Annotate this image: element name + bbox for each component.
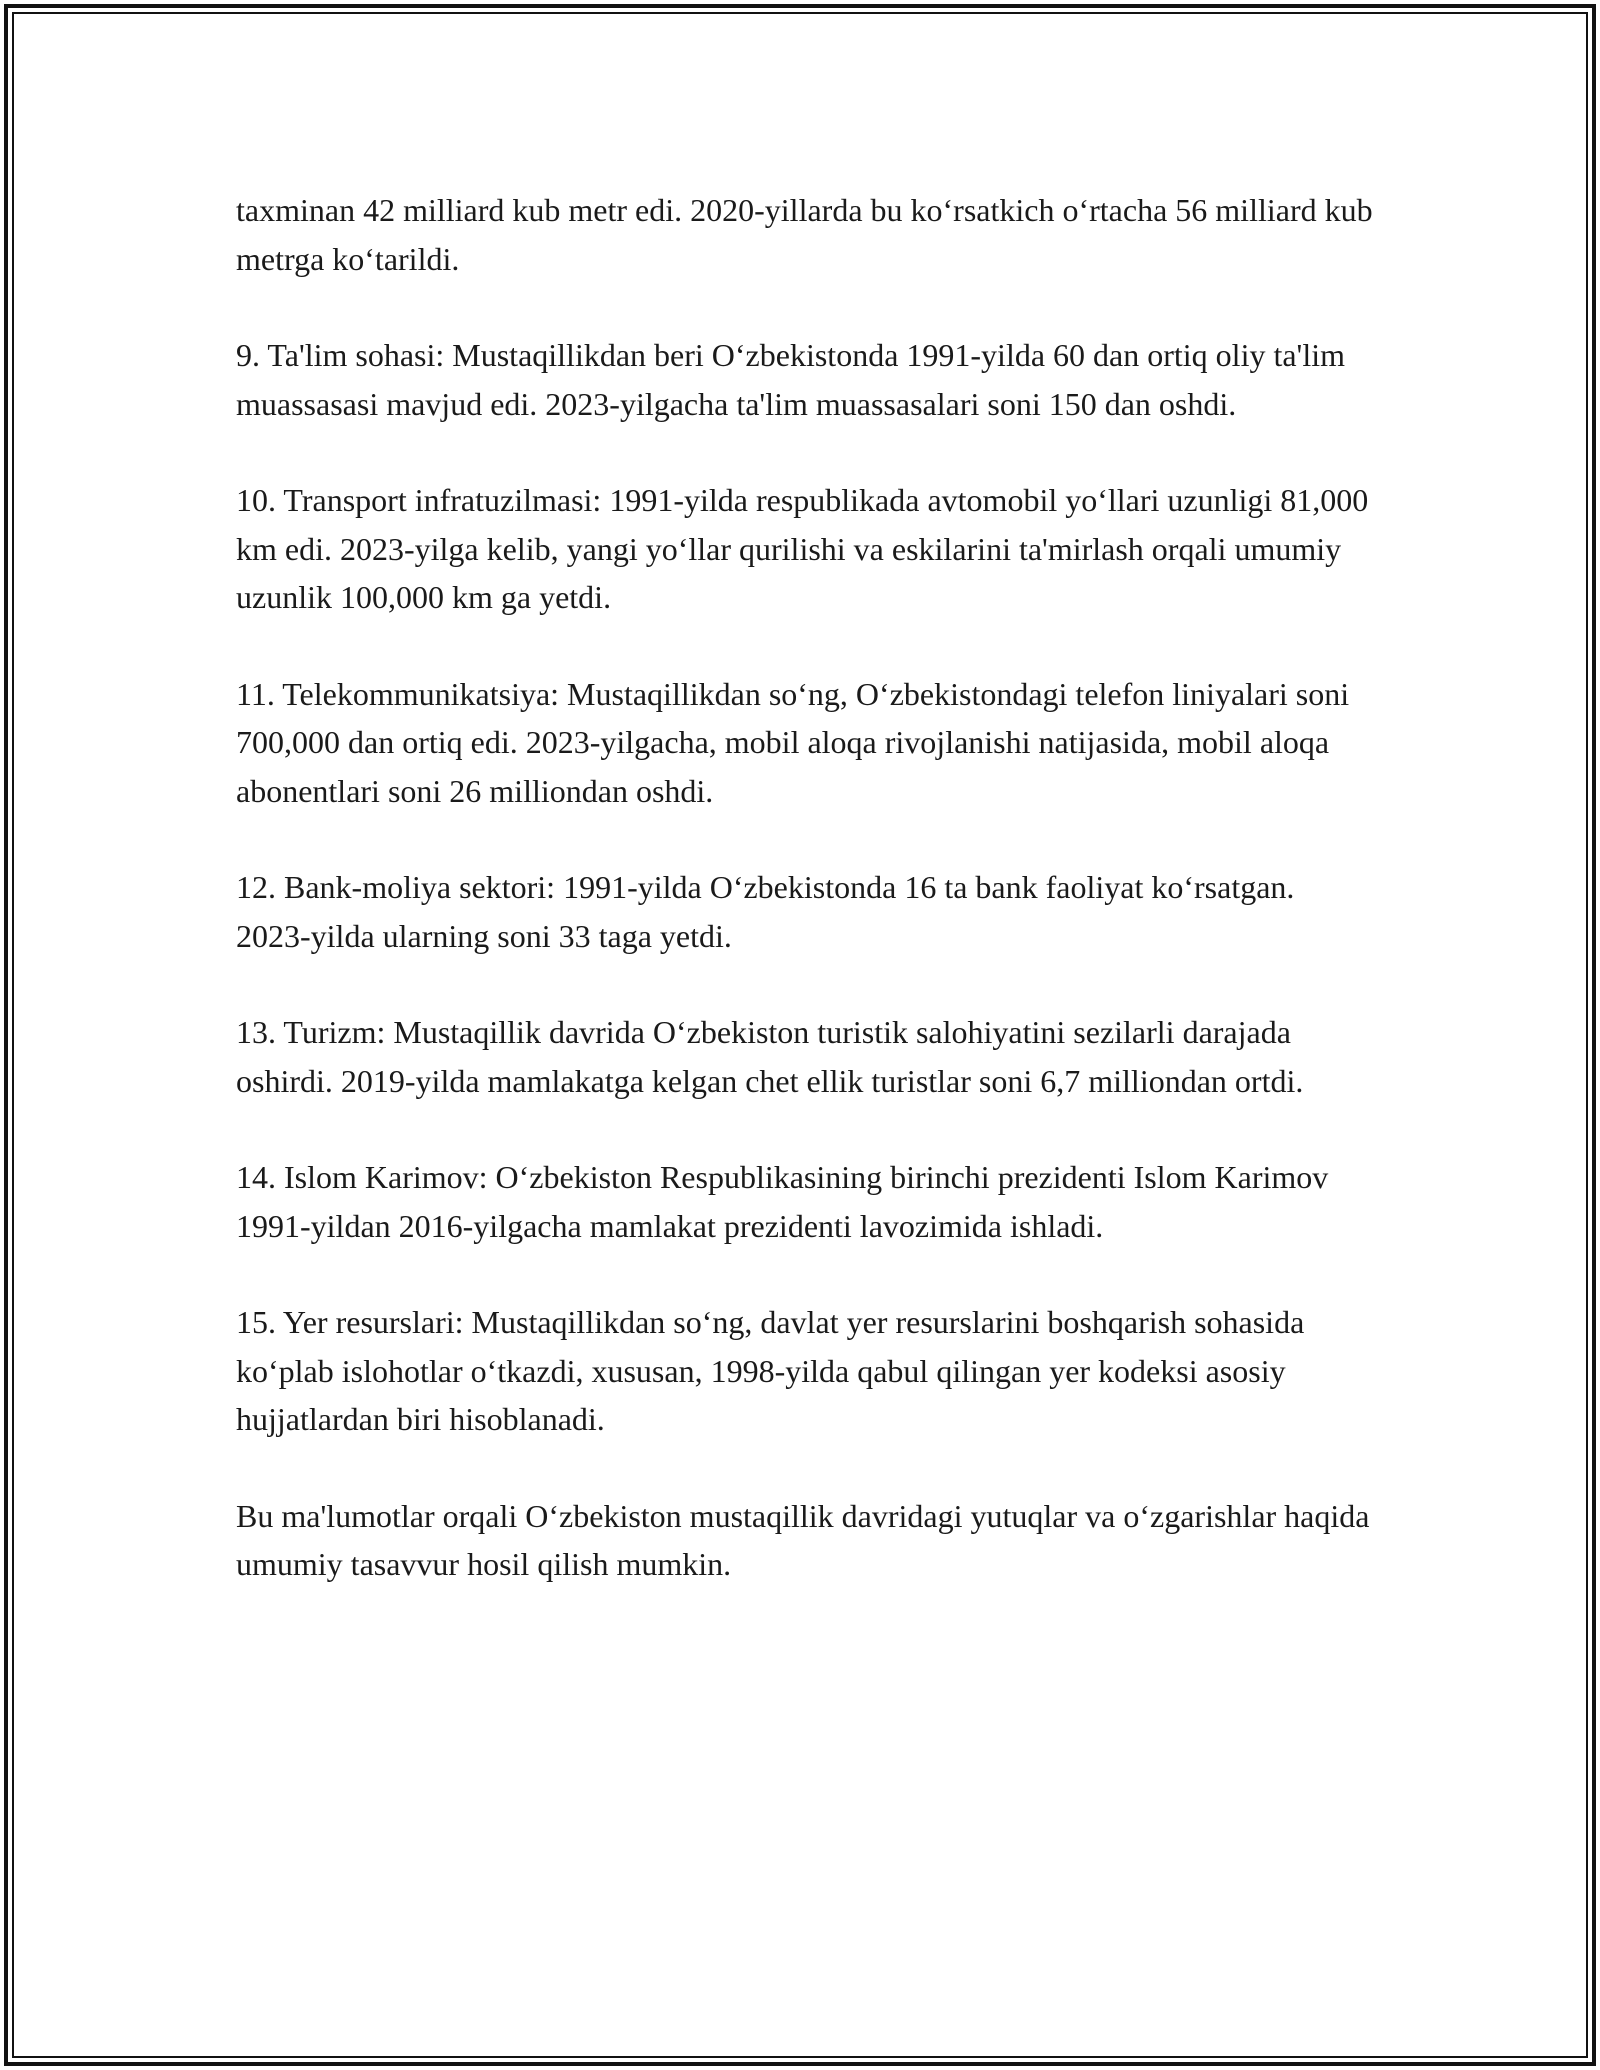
paragraph-banking: 12. Bank-moliya sektori: 1991-yilda O‘zbekistonda 16 ta bank faoliyat ko‘rsatgan. 2023-yilda ularning soni 33 taga yetdi. xyxy=(236,869,1295,954)
paragraph-islom-karimov: 14. Islom Karimov: O‘zbekiston Respublikasining birinchi prezidenti Islom Karimov 1991-yildan 2016-yilgacha mamlakat prezidenti lavozimida ishladi. xyxy=(236,1159,1329,1244)
paragraph-conclusion: Bu ma'lumotlar orqali O‘zbekiston mustaqillik davridagi yutuqlar va o‘zgarishlar haqida umumiy tasavvur hosil qilish mumkin. xyxy=(236,1497,1370,1582)
paragraph-land-resources: 15. Yer resurslari: Mustaqillikdan so‘ng, davlat yer resurslarini boshqarish sohasida ko‘plab islohotlar o‘tkazdi, xususan, 1998-yilda qabul qilingan yer kodeksi asosiy hujjatlardan biri hisoblanadi. xyxy=(236,1304,1305,1437)
document-body xyxy=(236,186,1376,1637)
paragraph-transport: 10. Transport infratuzilmasi: 1991-yilda respublikada avtomobil yo‘llari uzunligi 81,000 km edi. 2023-yilga kelib, yangi yo‘llar qurilishi va eskilarini ta'mirlash orqali umumiy uzunlik 100,000 km ga yetdi. xyxy=(236,482,1369,615)
paragraph-water-continuation: taxminan 42 milliard kub metr edi. 2020-yillarda bu ko‘rsatkich o‘rtacha 56 milliard kub metrga ko‘tarildi. xyxy=(236,192,1373,277)
paragraph-tourism: 13. Turizm: Mustaqillik davrida O‘zbekiston turistik salohiyatini sezilarli darajada oshirdi. 2019-yilda mamlakatga kelgan chet ellik turistlar soni 6,7 milliondan ortdi. xyxy=(236,1014,1304,1099)
paragraph-telecommunications: 11. Telekommunikatsiya: Mustaqillikdan so‘ng, O‘zbekistondagi telefon liniyalari soni 700,000 dan ortiq edi. 2023-yilgacha, mobil aloqa rivojlanishi natijasida, mobil aloqa abonentlari soni 26 milliondan oshdi. xyxy=(236,675,1350,809)
paragraph-education: 9. Ta'lim sohasi: Mustaqillikdan beri O‘zbekistonda 1991-yilda 60 dan ortiq oliy ta'lim muassasasi mavjud edi. 2023-yilgacha ta'lim muassasalari soni 150 dan oshdi. xyxy=(236,337,1345,422)
